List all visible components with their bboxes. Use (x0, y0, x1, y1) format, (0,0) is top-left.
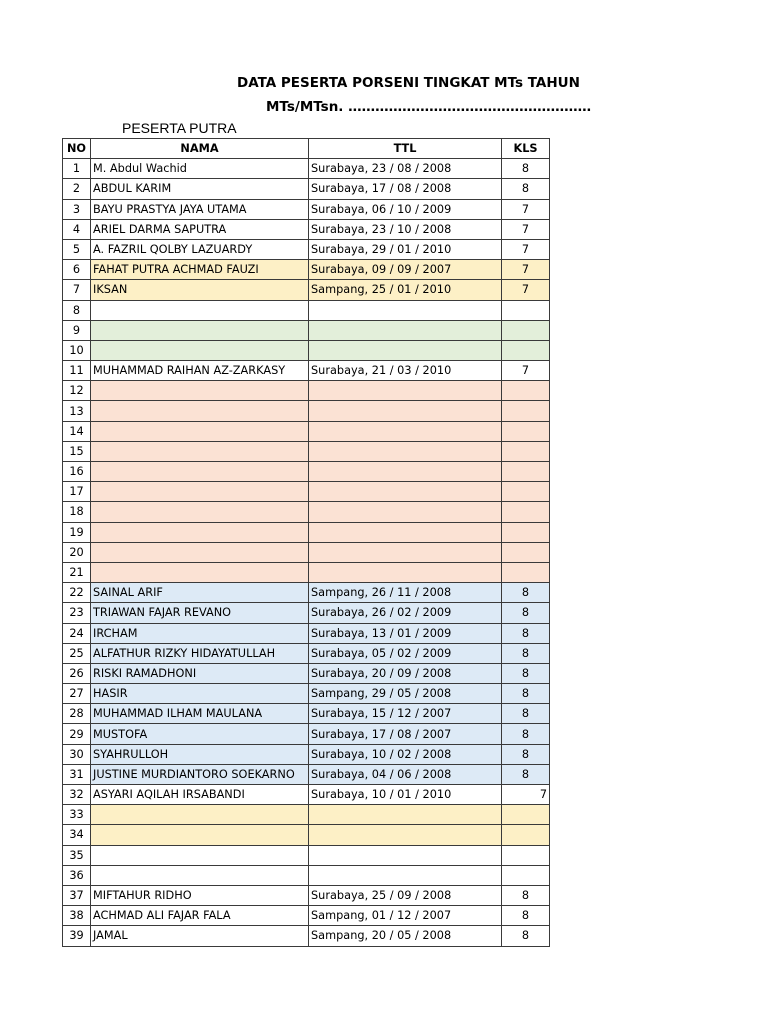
table-row (63, 179, 550, 199)
cell-kls[interactable] (502, 805, 550, 825)
col-header-nama: NAMA (91, 139, 309, 159)
table-row (63, 280, 550, 300)
cell-no[interactable]: 27 (63, 684, 91, 704)
cell-no[interactable]: 6 (63, 260, 91, 280)
cell-kls[interactable] (502, 522, 550, 542)
cell-ttl[interactable] (309, 340, 502, 360)
cell-no[interactable]: 36 (63, 865, 91, 885)
cell-ttl[interactable]: Sampang, 25 / 01 / 2010 (309, 280, 502, 300)
cell-kls[interactable]: 7 (502, 239, 550, 259)
table-row (63, 805, 550, 825)
cell-ttl[interactable] (309, 825, 502, 845)
cell-kls[interactable]: 8 (502, 179, 550, 199)
cell-ttl[interactable]: Sampang, 26 / 11 / 2008 (309, 583, 502, 603)
cell-nama[interactable]: SYAHRULLOH (91, 744, 309, 764)
cell-no[interactable]: 17 (63, 482, 91, 502)
col-header-kls: KLS (502, 139, 550, 159)
cell-nama[interactable] (91, 542, 309, 562)
cell-no[interactable]: 8 (63, 300, 91, 320)
cell-nama[interactable]: SAINAL ARIF (91, 583, 309, 603)
cell-ttl[interactable]: Surabaya, 09 / 09 / 2007 (309, 260, 502, 280)
cell-kls[interactable] (502, 401, 550, 421)
cell-nama[interactable] (91, 401, 309, 421)
cell-ttl[interactable]: Surabaya, 10 / 02 / 2008 (309, 744, 502, 764)
table-row (63, 906, 550, 926)
cell-no[interactable]: 3 (63, 199, 91, 219)
cell-nama[interactable]: IRCHAM (91, 623, 309, 643)
cell-nama[interactable] (91, 502, 309, 522)
cell-kls[interactable] (502, 542, 550, 562)
table-row (63, 926, 550, 946)
cell-kls[interactable] (502, 462, 550, 482)
cell-ttl[interactable] (309, 462, 502, 482)
cell-no[interactable]: 7 (63, 280, 91, 300)
cell-ttl[interactable] (309, 381, 502, 401)
table-row (63, 684, 550, 704)
table-row (63, 159, 550, 179)
cell-ttl[interactable]: Surabaya, 25 / 09 / 2008 (309, 885, 502, 905)
cell-ttl[interactable] (309, 865, 502, 885)
table-row (63, 865, 550, 885)
cell-ttl[interactable] (309, 421, 502, 441)
cell-ttl[interactable]: Surabaya, 13 / 01 / 2009 (309, 623, 502, 643)
cell-ttl[interactable] (309, 300, 502, 320)
cell-ttl[interactable] (309, 502, 502, 522)
cell-nama[interactable]: BAYU PRASTYA JAYA UTAMA (91, 199, 309, 219)
table-row (63, 785, 550, 805)
cell-kls[interactable]: 8 (502, 704, 550, 724)
table-row (63, 462, 550, 482)
cell-kls[interactable]: 8 (502, 906, 550, 926)
cell-ttl[interactable]: Surabaya, 20 / 09 / 2008 (309, 663, 502, 683)
school-name-line: MTs/MTsn. ……………………………………………… (266, 99, 592, 115)
cell-no[interactable]: 10 (63, 340, 91, 360)
cell-nama[interactable] (91, 300, 309, 320)
cell-ttl[interactable]: Surabaya, 05 / 02 / 2009 (309, 643, 502, 663)
cell-no[interactable]: 26 (63, 663, 91, 683)
table-row (63, 361, 550, 381)
cell-ttl[interactable]: Sampang, 01 / 12 / 2007 (309, 906, 502, 926)
table-row (63, 401, 550, 421)
cell-ttl[interactable] (309, 562, 502, 582)
cell-no[interactable]: 16 (63, 462, 91, 482)
cell-no[interactable]: 18 (63, 502, 91, 522)
table-row (63, 522, 550, 542)
cell-kls[interactable]: 7 (502, 361, 550, 381)
cell-no[interactable]: 15 (63, 441, 91, 461)
cell-kls[interactable]: 8 (502, 643, 550, 663)
cell-no[interactable]: 9 (63, 320, 91, 340)
table-row (63, 542, 550, 562)
cell-no[interactable]: 35 (63, 845, 91, 865)
table-row (63, 441, 550, 461)
cell-ttl[interactable]: Surabaya, 04 / 06 / 2008 (309, 764, 502, 784)
cell-nama[interactable] (91, 421, 309, 441)
table-row (63, 724, 550, 744)
cell-ttl[interactable] (309, 441, 502, 461)
participant-table (62, 138, 550, 947)
cell-nama[interactable] (91, 805, 309, 825)
cell-ttl[interactable] (309, 845, 502, 865)
cell-no[interactable]: 37 (63, 885, 91, 905)
cell-kls[interactable] (502, 340, 550, 360)
cell-ttl[interactable]: Sampang, 29 / 05 / 2008 (309, 684, 502, 704)
cell-ttl[interactable] (309, 482, 502, 502)
cell-nama[interactable]: TRIAWAN FAJAR REVANO (91, 603, 309, 623)
table-row (63, 825, 550, 845)
cell-nama[interactable]: ABDUL KARIM (91, 179, 309, 199)
cell-ttl[interactable]: Surabaya, 17 / 08 / 2007 (309, 724, 502, 744)
cell-no[interactable]: 38 (63, 906, 91, 926)
table-row (63, 623, 550, 643)
table-row (63, 583, 550, 603)
cell-kls[interactable] (502, 562, 550, 582)
table-row (63, 340, 550, 360)
cell-no[interactable]: 19 (63, 522, 91, 542)
cell-kls[interactable]: 8 (502, 684, 550, 704)
cell-no[interactable]: 1 (63, 159, 91, 179)
cell-nama[interactable]: MUHAMMAD RAIHAN AZ-ZARKASY (91, 361, 309, 381)
cell-no[interactable]: 30 (63, 744, 91, 764)
cell-no[interactable]: 29 (63, 724, 91, 744)
table-row (63, 219, 550, 239)
cell-nama[interactable]: IKSAN (91, 280, 309, 300)
cell-kls[interactable]: 8 (502, 724, 550, 744)
cell-kls[interactable] (502, 865, 550, 885)
table-row (63, 744, 550, 764)
cell-no[interactable]: 13 (63, 401, 91, 421)
cell-ttl[interactable]: Surabaya, 06 / 10 / 2009 (309, 199, 502, 219)
table-row (63, 320, 550, 340)
cell-ttl[interactable]: Surabaya, 10 / 01 / 2010 (309, 785, 502, 805)
cell-nama[interactable] (91, 441, 309, 461)
table-row (63, 704, 550, 724)
table-row (63, 421, 550, 441)
cell-ttl[interactable] (309, 320, 502, 340)
cell-kls[interactable]: 7 (502, 280, 550, 300)
cell-no[interactable]: 5 (63, 239, 91, 259)
table-row (63, 663, 550, 683)
cell-kls[interactable] (502, 825, 550, 845)
table-row (63, 885, 550, 905)
cell-kls[interactable]: 8 (502, 583, 550, 603)
cell-kls[interactable]: 7 (502, 260, 550, 280)
cell-kls[interactable]: 8 (502, 159, 550, 179)
cell-kls[interactable] (502, 381, 550, 401)
cell-ttl[interactable]: Surabaya, 17 / 08 / 2008 (309, 179, 502, 199)
cell-kls[interactable]: 8 (502, 885, 550, 905)
cell-ttl[interactable] (309, 805, 502, 825)
cell-no[interactable]: 32 (63, 785, 91, 805)
cell-kls[interactable]: 7 (502, 785, 550, 805)
cell-nama[interactable]: RISKI RAMADHONI (91, 663, 309, 683)
table-row (63, 643, 550, 663)
cell-no[interactable]: 28 (63, 704, 91, 724)
cell-nama[interactable] (91, 381, 309, 401)
cell-nama[interactable] (91, 562, 309, 582)
cell-no[interactable]: 34 (63, 825, 91, 845)
cell-nama[interactable] (91, 522, 309, 542)
cell-nama[interactable]: FAHAT PUTRA ACHMAD FAUZI (91, 260, 309, 280)
cell-kls[interactable] (502, 441, 550, 461)
cell-nama[interactable]: MUSTOFA (91, 724, 309, 744)
cell-no[interactable]: 21 (63, 562, 91, 582)
cell-ttl[interactable]: Surabaya, 21 / 03 / 2010 (309, 361, 502, 381)
cell-nama[interactable]: JUSTINE MURDIANTORO SOEKARNO (91, 764, 309, 784)
cell-no[interactable]: 22 (63, 583, 91, 603)
cell-ttl[interactable]: Surabaya, 29 / 01 / 2010 (309, 239, 502, 259)
table-row (63, 764, 550, 784)
cell-kls[interactable] (502, 421, 550, 441)
table-row (63, 603, 550, 623)
cell-nama[interactable] (91, 482, 309, 502)
table-row (63, 562, 550, 582)
cell-ttl[interactable]: Sampang, 20 / 05 / 2008 (309, 926, 502, 946)
cell-nama[interactable]: MUHAMMAD ILHAM MAULANA (91, 704, 309, 724)
cell-kls[interactable] (502, 482, 550, 502)
table-row (63, 239, 550, 259)
cell-no[interactable]: 11 (63, 361, 91, 381)
cell-no[interactable]: 12 (63, 381, 91, 401)
table-row (63, 260, 550, 280)
cell-nama[interactable]: ASYARI AQILAH IRSABANDI (91, 785, 309, 805)
cell-no[interactable]: 39 (63, 926, 91, 946)
cell-nama[interactable]: M. Abdul Wachid (91, 159, 309, 179)
cell-nama[interactable] (91, 462, 309, 482)
cell-kls[interactable]: 8 (502, 603, 550, 623)
cell-ttl[interactable]: Surabaya, 26 / 02 / 2009 (309, 603, 502, 623)
cell-no[interactable]: 25 (63, 643, 91, 663)
cell-nama[interactable] (91, 845, 309, 865)
cell-kls[interactable]: 8 (502, 926, 550, 946)
cell-no[interactable]: 24 (63, 623, 91, 643)
cell-ttl[interactable] (309, 522, 502, 542)
cell-nama[interactable] (91, 865, 309, 885)
cell-kls[interactable] (502, 300, 550, 320)
col-header-ttl: TTL (309, 139, 502, 159)
table-row (63, 502, 550, 522)
cell-no[interactable]: 33 (63, 805, 91, 825)
cell-kls[interactable]: 8 (502, 663, 550, 683)
cell-ttl[interactable] (309, 542, 502, 562)
table-body (63, 159, 550, 946)
cell-no[interactable]: 23 (63, 603, 91, 623)
cell-nama[interactable] (91, 320, 309, 340)
table-row (63, 300, 550, 320)
cell-ttl[interactable]: Surabaya, 23 / 08 / 2008 (309, 159, 502, 179)
cell-kls[interactable]: 8 (502, 623, 550, 643)
cell-ttl[interactable] (309, 401, 502, 421)
cell-kls[interactable] (502, 502, 550, 522)
cell-kls[interactable] (502, 845, 550, 865)
cell-nama[interactable]: JAMAL (91, 926, 309, 946)
col-header-no: NO (63, 139, 91, 159)
document-title: DATA PESERTA PORSENI TINGKAT MTs TAHUN (237, 75, 580, 91)
cell-nama[interactable]: ARIEL DARMA SAPUTRA (91, 219, 309, 239)
cell-kls[interactable]: 8 (502, 744, 550, 764)
cell-kls[interactable]: 7 (502, 199, 550, 219)
cell-ttl[interactable]: Surabaya, 23 / 10 / 2008 (309, 219, 502, 239)
table-row (63, 845, 550, 865)
cell-kls[interactable]: 8 (502, 764, 550, 784)
cell-nama[interactable]: A. FAZRIL QOLBY LAZUARDY (91, 239, 309, 259)
cell-nama[interactable] (91, 825, 309, 845)
cell-nama[interactable] (91, 340, 309, 360)
cell-no[interactable]: 2 (63, 179, 91, 199)
cell-nama[interactable]: ALFATHUR RIZKY HIDAYATULLAH (91, 643, 309, 663)
cell-nama[interactable]: MIFTAHUR RIDHO (91, 885, 309, 905)
table-row (63, 482, 550, 502)
cell-ttl[interactable]: Surabaya, 15 / 12 / 2007 (309, 704, 502, 724)
section-label: PESERTA PUTRA (122, 120, 237, 136)
cell-no[interactable]: 31 (63, 764, 91, 784)
cell-kls[interactable] (502, 320, 550, 340)
table-row (63, 381, 550, 401)
cell-no[interactable]: 14 (63, 421, 91, 441)
table-header-row (63, 139, 550, 159)
cell-kls[interactable]: 7 (502, 219, 550, 239)
cell-no[interactable]: 4 (63, 219, 91, 239)
cell-nama[interactable]: HASIR (91, 684, 309, 704)
cell-no[interactable]: 20 (63, 542, 91, 562)
table-row (63, 199, 550, 219)
cell-nama[interactable]: ACHMAD ALI FAJAR FALA (91, 906, 309, 926)
